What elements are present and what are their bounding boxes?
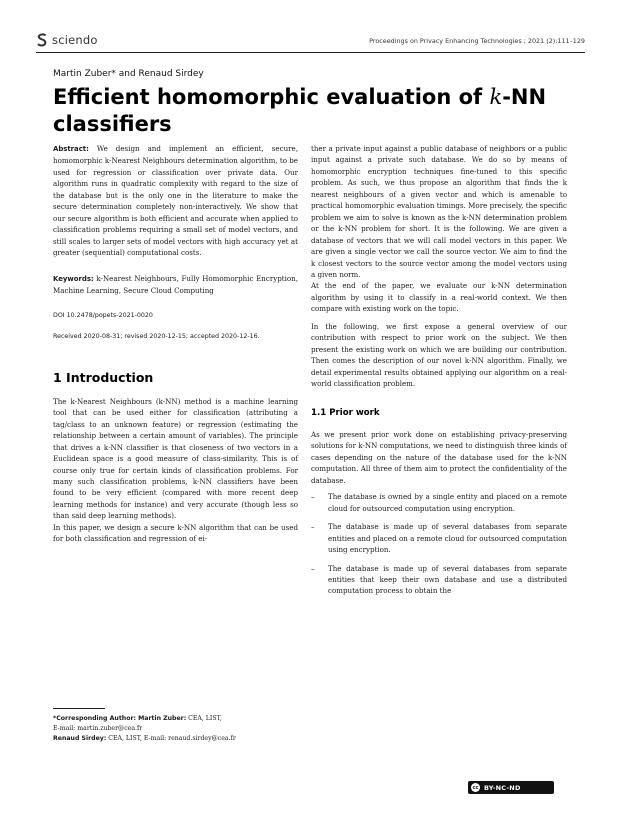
paper-title bbox=[53, 84, 573, 138]
journal-citation: Proceedings on Privacy Enhancing Technologies ; 2021 (2):111–129 bbox=[369, 37, 585, 45]
footnote-affiliation-1: CEA, LIST, bbox=[186, 715, 222, 722]
list-item-text: The database is made up of several databases from separate entities that keep their own database and use a distributed computation process to obtain the bbox=[328, 563, 567, 596]
left-column bbox=[53, 143, 298, 545]
list-item-text: The database is made up of several databases from separate entities and placed on a remote cloud for outsourced computation using encryption. bbox=[328, 522, 567, 555]
footnote-affiliation-2: CEA, LIST, E-mail: renaud.sirdey@cea.fr bbox=[106, 735, 236, 742]
abstract bbox=[53, 143, 298, 259]
right-paragraph-4: As we present prior work done on establishing privacy-preserving solutions for k-NN computations, we need to distinguish three kinds of cases depending on the nature of the database used for the k-NN computation. All three of them aim to protect the confidentiality of the database. bbox=[311, 429, 567, 485]
cc-icon: cc bbox=[472, 784, 479, 791]
list-item bbox=[311, 521, 567, 555]
list-dash: – bbox=[311, 563, 315, 573]
footnote-author2-label: Renaud Sirdey: bbox=[53, 735, 107, 742]
intro-paragraph-1: The k-Nearest Neighbours (k-NN) method is a machine learning tool that can be used either for classification (attributing a tag/class to an unknown feature) or regression (estimating the relationship between a certain amount of variables). The principle that drives a k-NN classifier is that closeness of two vectors in a Euclidean space is a good measure of class-similarity. This is of course only true for certain kinds of classification problems. For many such classification problems, k-NN classifiers have been found to be very efficient (compared with more recent deep learning methods for instance) and very accurate (though less so than said deep learning methods). bbox=[53, 396, 298, 521]
received-dates: Received 2020-08-31; revised 2020-12-15; accepted 2020-12-16. bbox=[53, 332, 260, 340]
title-k: k bbox=[489, 85, 503, 109]
title-pre: Efficient homomorphic evaluation of bbox=[53, 85, 490, 109]
list-dash: – bbox=[311, 492, 315, 502]
footnote-line-3 bbox=[53, 734, 298, 744]
header-rule bbox=[36, 52, 585, 53]
list-item-text: The database is owned by a single entity and placed on a remote cloud for outsourced computation using encryption. bbox=[328, 492, 567, 513]
cc-license-text: BY-NC-ND bbox=[484, 783, 521, 792]
footnote-line-1 bbox=[53, 714, 298, 724]
doi: DOI 10.2478/popets-2021-0020 bbox=[53, 312, 153, 320]
authors: Martin Zuber* and Renaud Sirdey bbox=[53, 69, 204, 79]
sciendo-logo bbox=[36, 33, 98, 47]
section-prior-work-heading: 1.1 Prior work bbox=[311, 407, 380, 418]
right-paragraph-2: At the end of the paper, we evaluate our k-NN determination algorithm by using it to classify in a real-world context. We then compare with existing work on the topic. bbox=[311, 281, 567, 314]
right-column bbox=[311, 143, 567, 597]
abstract-label: Abstract: bbox=[53, 145, 89, 153]
right-paragraph-3: In the following, we first expose a general overview of our contribution with respect to prior work on the subject. We then present the existing work on which we are building our contribution. Then comes the description of our novel k-NN algorithm. Finally, we detail experimental results obtained applying our algorithm on a real-world classification problem. bbox=[311, 321, 567, 389]
sciendo-s-icon bbox=[36, 33, 48, 47]
keywords-label: Keywords: bbox=[53, 274, 94, 283]
cc-license-badge[interactable] bbox=[468, 781, 554, 794]
footnote-line-2: E-mail: martin.zuber@cea.fr bbox=[53, 725, 143, 732]
list-dash: – bbox=[311, 522, 315, 532]
footnote bbox=[53, 714, 298, 744]
title-post: -NN classifiers bbox=[53, 85, 547, 136]
keywords-text: k-Nearest Neighbours, Fully Homomorphic Encryption, Machine Learning, Secure Cloud Computing bbox=[53, 273, 298, 295]
list-item bbox=[311, 563, 567, 597]
footnote-corresponding-label: *Corresponding Author: Martin Zuber: bbox=[53, 715, 187, 722]
keywords bbox=[53, 273, 298, 297]
section-introduction-heading: 1 Introduction bbox=[53, 370, 154, 386]
logo-text: sciendo bbox=[52, 33, 98, 47]
footnote-rule bbox=[53, 708, 105, 709]
right-paragraph-1: ther a private input against a public database of neighbors or a public input against a private such database. We do so by means of homomorphic encryption techniques fine-tuned to this specific problem. As such, we thus propose an algorithm that finds the k nearest neighbours of a given vector and which is amenable to practical homomorphic evaluation timings. More precisely, the specific problem we aim to solve is known as the k-NN determination problem or the k-NN problem for short. It is the following. We are given a database of vectors that we will call model vectors in this paper. We are given a single vector we call the source vector. We aim to find the k closest vectors to the source vector among the model vectors using a given norm. bbox=[311, 144, 567, 279]
abstract-text: We design and implement an efficient, secure, homomorphic k-Nearest Neighbours determination algorithm, to be used for regression or classification over private data. Our algorithm runs in quadratic complexity with regard to the size of the database but is the only one in the literature to make the secure determination completely non-interactively. We show that our secure algorithm is both efficient and accurate when applied to classification problems requiring a small set of model vectors, and still scales to larger sets of model vectors with high accuracy yet at greater (sequential) computational costs. bbox=[53, 144, 298, 258]
intro-paragraph-2: In this paper, we design a secure k-NN algorithm that can be used for both classification and regression of ei- bbox=[53, 522, 298, 544]
list-item bbox=[311, 491, 567, 514]
